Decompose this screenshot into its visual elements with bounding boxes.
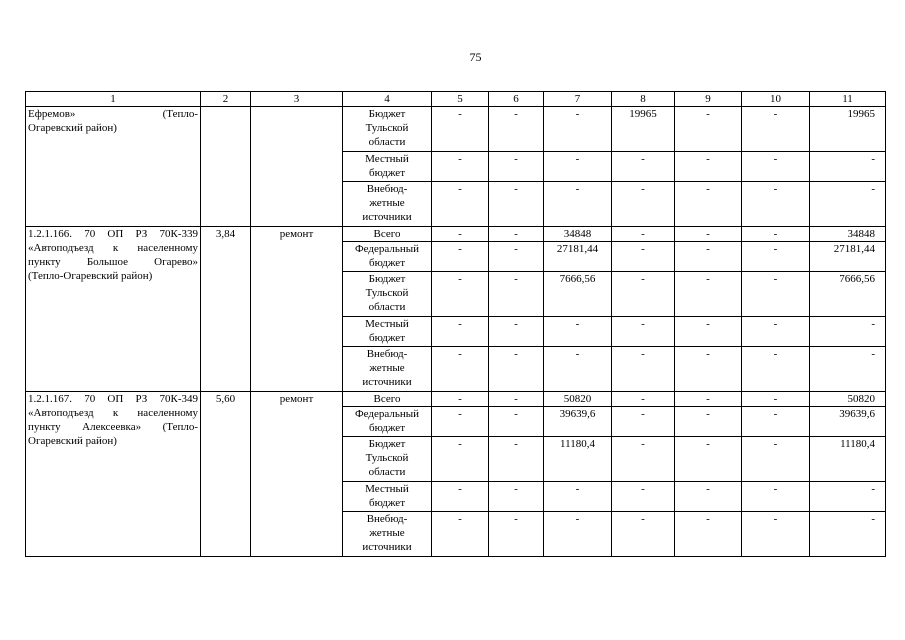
value-cell-c11: 11180,4 bbox=[810, 437, 886, 482]
funding-source-cell: Местный бюджет bbox=[343, 152, 432, 182]
object-name-line: пункту Большое Огарево» bbox=[28, 256, 198, 268]
table-row bbox=[26, 227, 886, 242]
value-cell-c5: - bbox=[432, 347, 489, 392]
table-row bbox=[26, 107, 886, 152]
funding-source-cell: Бюджет Тульской области bbox=[343, 107, 432, 152]
value-cell-c11: - bbox=[810, 512, 886, 557]
funding-source-cell: Местный бюджет bbox=[343, 482, 432, 512]
object-name-line: Огаревский район) bbox=[28, 435, 117, 447]
funding-source-cell: Внебюд- жетные источники bbox=[343, 512, 432, 557]
value-cell-c10: - bbox=[742, 512, 810, 557]
value-cell-c9: - bbox=[675, 317, 742, 347]
object-name-cell bbox=[26, 107, 201, 227]
page-number: 75 bbox=[469, 50, 482, 64]
value-cell-c8: - bbox=[612, 347, 675, 392]
value-cell-c6: - bbox=[489, 152, 544, 182]
value-cell-c9: - bbox=[675, 482, 742, 512]
header-cell: 2 bbox=[201, 92, 251, 107]
value-cell-c11: - bbox=[810, 347, 886, 392]
value-cell-c8: - bbox=[612, 272, 675, 317]
value-cell-c6: - bbox=[489, 242, 544, 272]
funding-source-cell: Федеральный бюджет bbox=[343, 242, 432, 272]
value-cell-c7: - bbox=[544, 512, 612, 557]
value-cell-c11: 50820 bbox=[810, 392, 886, 407]
value-cell-c6: - bbox=[489, 347, 544, 392]
funding-source-cell: Федеральный бюджет bbox=[343, 407, 432, 437]
value-cell-c7: - bbox=[544, 347, 612, 392]
object-name-line: 1.2.1.166. 70 ОП РЗ 70К-339 bbox=[28, 228, 198, 240]
value-cell-c7: - bbox=[544, 317, 612, 347]
value-cell-c10: - bbox=[742, 347, 810, 392]
value-cell-c9: - bbox=[675, 347, 742, 392]
value-cell-c5: - bbox=[432, 392, 489, 407]
value-cell-c7: 34848 bbox=[544, 227, 612, 242]
value-cell-c6: - bbox=[489, 482, 544, 512]
header-cell: 8 bbox=[612, 92, 675, 107]
value-cell-c10: - bbox=[742, 152, 810, 182]
table-row bbox=[26, 392, 886, 407]
object-name-line: 1.2.1.167. 70 ОП РЗ 70К-349 bbox=[28, 393, 198, 405]
value-cell-c6: - bbox=[489, 317, 544, 347]
value-cell-c5: - bbox=[432, 227, 489, 242]
value-cell-c11: - bbox=[810, 482, 886, 512]
object-name-line: «Автоподъезд к населенному bbox=[28, 407, 198, 419]
value-cell-c5: - bbox=[432, 437, 489, 482]
funding-source-cell: Бюджет Тульской области bbox=[343, 272, 432, 317]
value-cell-c8: - bbox=[612, 512, 675, 557]
funding-source-cell: Внебюд- жетные источники bbox=[343, 347, 432, 392]
value-cell-c7: - bbox=[544, 182, 612, 227]
value-cell-c6: - bbox=[489, 437, 544, 482]
funding-source-cell: Местный бюджет bbox=[343, 317, 432, 347]
value-cell-c6: - bbox=[489, 227, 544, 242]
value-cell-c9: - bbox=[675, 227, 742, 242]
value-cell-c9: - bbox=[675, 392, 742, 407]
value-cell-c10: - bbox=[742, 272, 810, 317]
object-name-line: (Тепло-Огаревский район) bbox=[28, 270, 153, 282]
value-cell-c5: - bbox=[432, 512, 489, 557]
value-cell-c8: - bbox=[612, 437, 675, 482]
value-cell-c11: - bbox=[810, 317, 886, 347]
work-type-cell: ремонт bbox=[251, 392, 343, 557]
header-cell: 5 bbox=[432, 92, 489, 107]
value-cell-c8: - bbox=[612, 242, 675, 272]
value-cell-c11: 7666,56 bbox=[810, 272, 886, 317]
value-cell-c8: - bbox=[612, 392, 675, 407]
work-type-cell: ремонт bbox=[251, 227, 343, 392]
header-row bbox=[26, 92, 886, 107]
value-cell-c11: - bbox=[810, 152, 886, 182]
value-cell-c11: 34848 bbox=[810, 227, 886, 242]
funding-source-cell: Всего bbox=[343, 392, 432, 407]
object-name-cell bbox=[26, 392, 201, 557]
value-cell-c9: - bbox=[675, 437, 742, 482]
value-cell-c7: - bbox=[544, 107, 612, 152]
value-cell-c5: - bbox=[432, 182, 489, 227]
value-cell-c8: - bbox=[612, 317, 675, 347]
value-cell-c7: 50820 bbox=[544, 392, 612, 407]
value-cell-c5: - bbox=[432, 107, 489, 152]
value-cell-c10: - bbox=[742, 182, 810, 227]
value-cell-c6: - bbox=[489, 107, 544, 152]
header-cell: 9 bbox=[675, 92, 742, 107]
value-cell-c6: - bbox=[489, 407, 544, 437]
value-cell-c10: - bbox=[742, 392, 810, 407]
header-cell: 7 bbox=[544, 92, 612, 107]
value-cell-c10: - bbox=[742, 482, 810, 512]
value-cell-c6: - bbox=[489, 272, 544, 317]
work-type-cell bbox=[251, 107, 343, 227]
value-cell-c11: 19965 bbox=[810, 107, 886, 152]
value-cell-c7: 39639,6 bbox=[544, 407, 612, 437]
value-cell-c6: - bbox=[489, 512, 544, 557]
value-cell-c7: 7666,56 bbox=[544, 272, 612, 317]
value-cell-c8: - bbox=[612, 182, 675, 227]
value-cell-c10: - bbox=[742, 317, 810, 347]
value-cell-c7: - bbox=[544, 152, 612, 182]
value-cell-c10: - bbox=[742, 242, 810, 272]
funding-source-cell: Внебюд- жетные источники bbox=[343, 182, 432, 227]
value-cell-c10: - bbox=[742, 107, 810, 152]
header-cell: 11 bbox=[810, 92, 886, 107]
value-cell-c5: - bbox=[432, 242, 489, 272]
budget-table bbox=[25, 91, 886, 557]
value-cell-c7: - bbox=[544, 482, 612, 512]
value-cell-c11: 27181,44 bbox=[810, 242, 886, 272]
value-cell-c9: - bbox=[675, 152, 742, 182]
header-cell: 1 bbox=[26, 92, 201, 107]
value-cell-c8: - bbox=[612, 482, 675, 512]
value-cell-c9: - bbox=[675, 512, 742, 557]
value-cell-c5: - bbox=[432, 407, 489, 437]
value-cell-c5: - bbox=[432, 272, 489, 317]
value-cell-c5: - bbox=[432, 482, 489, 512]
header-cell: 10 bbox=[742, 92, 810, 107]
value-cell-c5: - bbox=[432, 317, 489, 347]
value-cell-c9: - bbox=[675, 242, 742, 272]
value-cell-c8: 19965 bbox=[612, 107, 675, 152]
header-cell: 6 bbox=[489, 92, 544, 107]
object-name-line: Огаревский район) bbox=[28, 122, 117, 134]
value-cell-c5: - bbox=[432, 152, 489, 182]
value-cell-c10: - bbox=[742, 407, 810, 437]
value-cell-c9: - bbox=[675, 107, 742, 152]
value-cell-c11: 39639,6 bbox=[810, 407, 886, 437]
object-name-line: Ефремов» (Тепло- bbox=[28, 108, 198, 120]
value-cell-c11: - bbox=[810, 182, 886, 227]
value-cell-c8: - bbox=[612, 152, 675, 182]
object-name-cell bbox=[26, 227, 201, 392]
value-cell-c10: - bbox=[742, 437, 810, 482]
header-cell: 3 bbox=[251, 92, 343, 107]
value-cell-c9: - bbox=[675, 272, 742, 317]
funding-source-cell: Всего bbox=[343, 227, 432, 242]
object-name-line: пункту Алексеевка» (Тепло- bbox=[28, 421, 198, 433]
value-cell-c6: - bbox=[489, 392, 544, 407]
value-cell-c10: - bbox=[742, 227, 810, 242]
value-cell-c7: 11180,4 bbox=[544, 437, 612, 482]
length-cell: 3,84 bbox=[201, 227, 251, 392]
funding-source-cell: Бюджет Тульской области bbox=[343, 437, 432, 482]
value-cell-c9: - bbox=[675, 182, 742, 227]
value-cell-c7: 27181,44 bbox=[544, 242, 612, 272]
value-cell-c6: - bbox=[489, 182, 544, 227]
value-cell-c8: - bbox=[612, 407, 675, 437]
length-cell: 5,60 bbox=[201, 392, 251, 557]
header-cell: 4 bbox=[343, 92, 432, 107]
value-cell-c8: - bbox=[612, 227, 675, 242]
object-name-line: «Автоподъезд к населенному bbox=[28, 242, 198, 254]
value-cell-c9: - bbox=[675, 407, 742, 437]
length-cell bbox=[201, 107, 251, 227]
